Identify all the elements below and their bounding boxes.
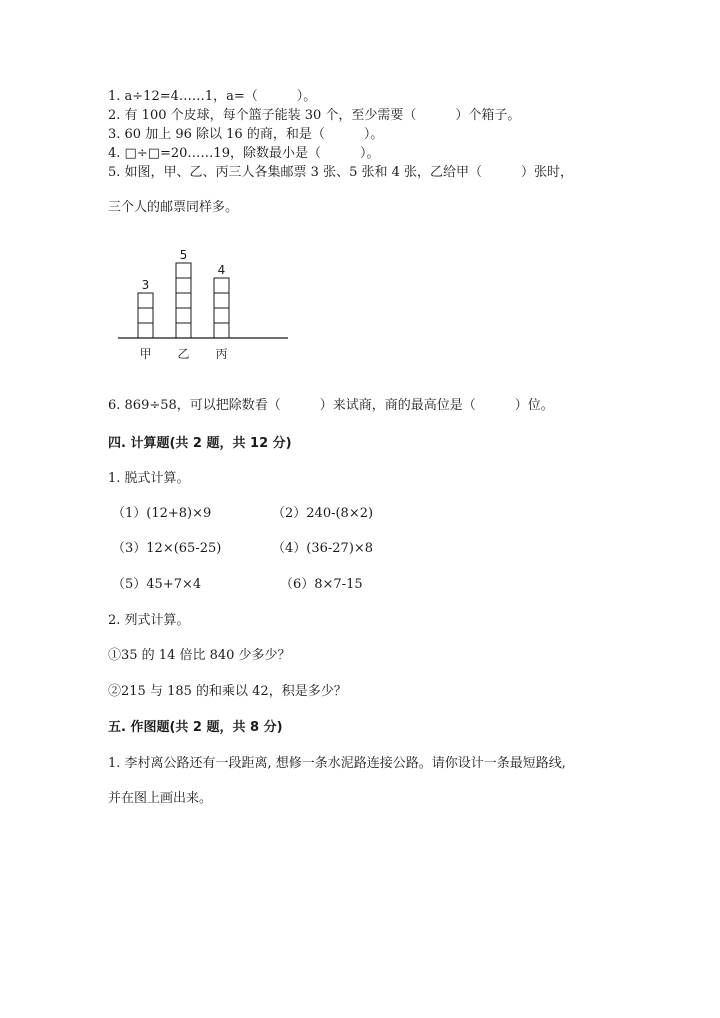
calc-item-6: （6）8×7-15 (280, 577, 363, 592)
stamp-square (176, 293, 191, 308)
stamp-square (214, 293, 229, 308)
question-3: 3. 60 加上 96 除以 16 的商，和是（ ）。 (108, 127, 384, 142)
section-5-question-line-2: 并在图上画出来。 (108, 791, 213, 806)
section-4-part-1-title: 1. 脱式计算。 (108, 471, 190, 486)
stamp-bar-3 (214, 263, 229, 361)
calc-item-3: （3）12×(65-25) (112, 541, 222, 556)
question-5-line-1: 5. 如图，甲、乙、丙三人各集邮票 3 张、5 张和 4 张，乙给甲（ ）张时， (108, 165, 574, 180)
section-4-heading: 四. 计算题(共 2 题，共 12 分) (108, 436, 292, 451)
list-calc-question-2: ②215 与 185 的和乘以 42，积是多少？ (108, 684, 347, 699)
stamp-square (214, 308, 229, 323)
stamp-bar-1 (138, 278, 153, 361)
stamp-square (176, 323, 191, 338)
stamp-square (138, 308, 153, 323)
question-4: 4. □÷□=20……19，除数最小是（ ）。 (108, 146, 380, 161)
calc-item-2: （2）240-(8×2) (272, 506, 374, 521)
stamp-count-label: 4 (217, 263, 226, 277)
stamp-square (138, 323, 153, 338)
stamp-square (176, 278, 191, 293)
stamp-bar-figure (118, 240, 298, 370)
stamp-person-label: 丙 (215, 347, 228, 361)
stamp-count-label: 5 (179, 248, 188, 262)
stamp-square (176, 308, 191, 323)
stamp-square (214, 323, 229, 338)
list-calc-question-1: ①35 的 14 倍比 840 少多少？ (108, 648, 291, 663)
stamp-person-label: 甲 (139, 347, 152, 361)
stamp-bar-2 (176, 248, 191, 361)
stamp-square (138, 293, 153, 308)
section-4-part-2-title: 2. 列式计算。 (108, 613, 190, 628)
section-5-question-line-1: 1. 李村离公路还有一段距离, 想修一条水泥路连接公路。请你设计一条最短路线, (108, 756, 566, 771)
calc-item-4: （4）(36-27)×8 (272, 541, 374, 556)
calc-item-5: （5）45+7×4 (112, 577, 202, 592)
question-1: 1. a÷12=4……1，a=（ ）。 (108, 89, 317, 104)
question-5-line-2: 三个人的邮票同样多。 (108, 200, 239, 215)
calc-item-1: （1）(12+8)×9 (112, 506, 212, 521)
question-2: 2. 有 100 个皮球，每个篮子能装 30 个，至少需要（ ）个箱子。 (108, 108, 521, 123)
section-5-heading: 五. 作图题(共 2 题，共 8 分) (108, 720, 283, 735)
stamp-square (176, 263, 191, 278)
stamp-square (214, 278, 229, 293)
stamp-count-label: 3 (141, 278, 150, 292)
question-6: 6. 869÷58，可以把除数看（ ）来试商，商的最高位是（ ）位。 (108, 398, 554, 413)
stamp-person-label: 乙 (177, 347, 190, 361)
